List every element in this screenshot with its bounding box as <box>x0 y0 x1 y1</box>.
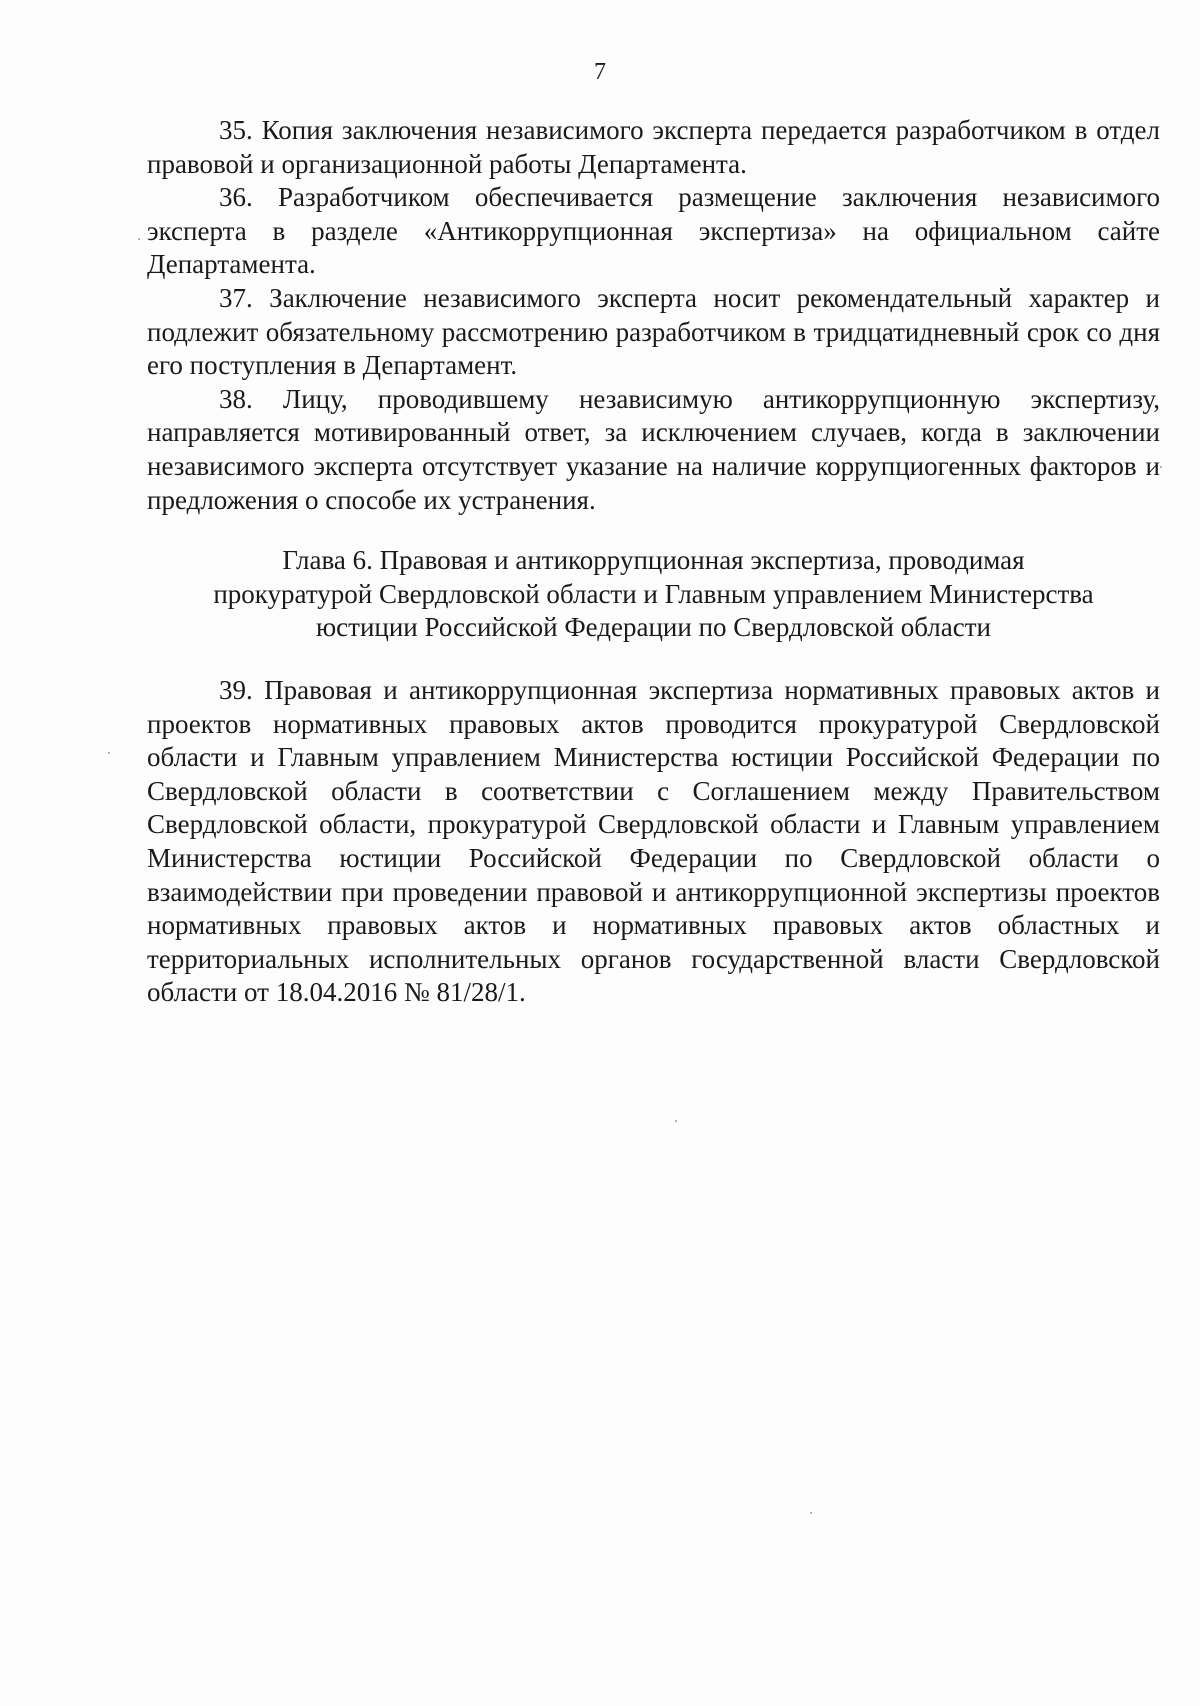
scan-speck <box>675 1120 677 1122</box>
paragraph-37: 37. Заключение независимого эксперта носит рекомендательный характер и подлежит обязательному рассмотрению разработчиком в тридцатидневный срок со дня его поступления в Департамент. <box>147 282 1160 381</box>
chapter-heading-line: юстиции Российской Федерации по Свердловской области <box>316 612 991 643</box>
chapter-heading <box>147 544 1160 645</box>
paragraph-39: 39. Правовая и антикоррупционная экспертиза нормативных правовых актов и проектов нормативных правовых актов проводится прокуратурой Свердловской области и Главным управлением Министерства юстиции Российской Федерации по Свердловской области в соответствии с Соглашением между Правительством Свердловской области, прокуратурой Свердловской области и Главным управлением Министерства юстиции Российской Федерации по Свердловской области о взаимодействии при проведении правовой и антикоррупционной экспертизы проектов нормативных правовых актов и нормативных правовых актов областных и территориальных исполнительных органов государственной власти Свердловской области от 18.04.2016 № 81/28/1. <box>147 675 1160 1008</box>
page-number: 7 <box>594 59 606 85</box>
scan-speck <box>108 752 110 754</box>
paragraphs-bottom <box>147 674 1160 1010</box>
paragraphs-top <box>147 114 1160 517</box>
scan-speck <box>138 238 140 240</box>
scan-speck <box>810 1512 812 1514</box>
scan-speck <box>1160 466 1162 468</box>
paragraph-35: 35. Копия заключения независимого эксперта передается разработчиком в отдел правовой и организационной работы Департамента. <box>147 115 1160 179</box>
paragraph-38: 38. Лицу, проводившему независимую антикоррупционную экспертизу, направляется мотивированный ответ, за исключением случаев, когда в заключении независимого эксперта отсутствует указание на наличие коррупциогенных факторов и предложения о способе их устранения. <box>147 383 1160 515</box>
chapter-heading-line: Глава 6. Правовая и антикоррупционная экспертиза, проводимая <box>282 545 1025 575</box>
chapter-heading-line: прокуратурой Свердловской области и Главным управлением Министерства <box>213 578 1094 609</box>
paragraph-36: 36. Разработчиком обеспечивается размещение заключения независимого эксперта в разделе «Антикоррупционная экспертиза» на официальном сайте Департамента. <box>147 182 1160 280</box>
